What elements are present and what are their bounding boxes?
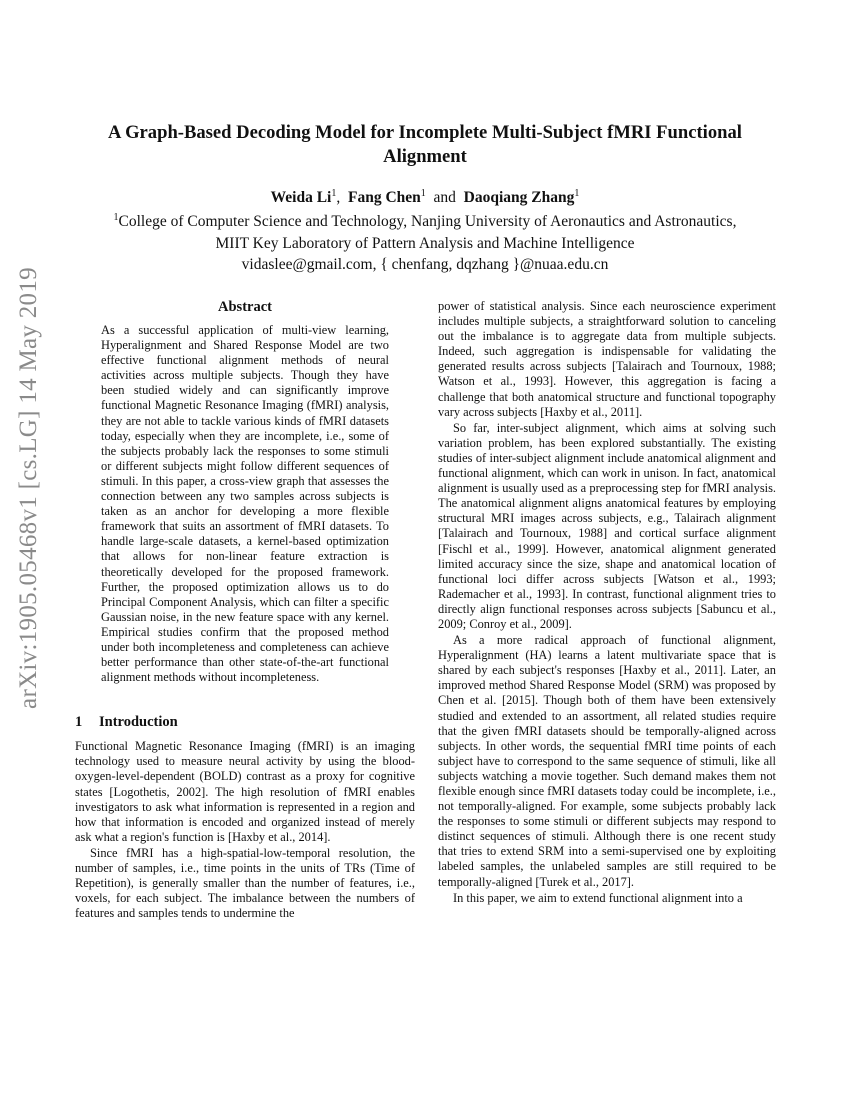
body-paragraph: In this paper, we aim to extend functional alignment into a bbox=[453, 890, 743, 905]
author-list bbox=[75, 183, 775, 209]
author-affil-mark: 1 bbox=[331, 188, 337, 199]
author-separator: , bbox=[336, 189, 348, 207]
section-number: 1 bbox=[75, 714, 83, 731]
affiliation-institution: College of Computer Science and Technology, Nanjing University of Aeronautics and Astronautics, bbox=[118, 213, 737, 231]
intro-paragraph: Functional Magnetic Resonance Imaging (fMRI) is an imaging technology used to measure neural activity by using the blood-oxygen-level-dependent (BOLD) contrast as a proxy for cognitive states [Logothetis, 2002]. The high resolution of fMRI enables investigators to ask what information is represented in a region and how that information is encoded and organized instead of merely ask what a region's function is [Haxby et al., 2014]. bbox=[75, 739, 415, 844]
right-column bbox=[438, 299, 776, 906]
affiliation-lab: MIIT Key Laboratory of Pattern Analysis and Machine Intelligence bbox=[215, 234, 635, 252]
body-paragraph: power of statistical analysis. Since each neuroscience experiment includes multiple subjects, a straightforward solution to canceling out the imbalance is to aggregate data from multiple subjects. Indeed, such aggregation is indispensable for validating the generated results across subjects [Talairach and Tournoux, 1988; Watson et al., 1993]. However, this aggregation is facing a challenge that both anatomical structure and functional topography vary across subjects [Haxby et al., 2011]. bbox=[438, 299, 776, 419]
arxiv-stamp bbox=[4, 267, 54, 709]
body-paragraph: As a more radical approach of functional alignment, Hyperalignment (HA) learns a latent multivariate space that is shared by each subject's responses [Haxby et al., 2011]. Later, an improved method Shared Response Model (SRM) was proposed by Chen et al. [2015]. Though both of them have been extensively studied and extended to an assortment, all related studies require that the given fMRI datasets should be temporally-aligned across subjects. In other words, the sequential fMRI time points of each subject have to correspond to the same sequence of stimuli, like all subjects watching a movie together. Such demand makes them not flexible enough since fMRI datasets today could be incomplete, i.e., not temporally-aligned. For example, some subjects probably lack the responses to some stimuli or different subjects may respond to distinct sequences of stimuli. Although there is one recent study that tries to extend SRM into a semi-supervised one by exploiting labeled samples, the unlabeled samples are still required to be temporally-aligned [Turek et al., 2017]. bbox=[438, 633, 776, 889]
affil-mark: 1 bbox=[113, 212, 119, 223]
author-affil-mark: 1 bbox=[420, 188, 426, 199]
affiliation-line bbox=[75, 207, 775, 233]
author-separator: and bbox=[425, 189, 464, 207]
author-name: Weida Li bbox=[270, 189, 332, 207]
affiliation bbox=[75, 207, 775, 276]
author-emails[interactable]: vidaslee@gmail.com, { chenfang, dqzhang }@nuaa.edu.cn bbox=[241, 256, 609, 274]
body-paragraph: So far, inter-subject alignment, which aims at solving such variation problem, has been explored substantially. The existing studies of inter-subject alignment include anatomical alignment and functional alignment, which can work in unison. In fact, anatomical alignment is usually used as a preprocessing step for fMRI analysis. The anatomical alignment aligns anatomical features by employing structural MRI images across subjects, e.g., Talairach alignment [Talairach and Tournoux, 1988] and cortical surface alignment [Fischl et al., 1999]. However, anatomical alignment generated limited accuracy since the size, shape and anatomical location of functional loci differ across subjects [Watson et al., 1993; Rademacher et al., 1993]. In contrast, functional alignment tries to directly align functional responses across subjects [Sabuncu et al., 2009; Conroy et al., 2009]. bbox=[438, 420, 776, 631]
author-name: Fang Chen bbox=[347, 189, 421, 207]
arxiv-id[interactable]: arXiv:1905.05468v1 [cs.LG] 14 May 2019 bbox=[15, 267, 42, 709]
intro-paragraph: Since fMRI has a high-spatial-low-temporal resolution, the number of samples, i.e., time points in the units of TRs (Time of Repetition), is generally smaller than the number of features, i.e., voxels, for each subject. The imbalance between the numbers of features and samples tends to undermine the bbox=[75, 845, 415, 921]
paper-title: A Graph-Based Decoding Model for Incomplete Multi-Subject fMRI Functional Alignment bbox=[108, 122, 742, 167]
section-title: Introduction bbox=[99, 714, 178, 731]
abstract-heading: Abstract bbox=[218, 299, 272, 315]
abstract-text: As a successful application of multi-view learning, Hyperalignment and Shared Response Model are two effective functional alignment methods of neural activities across multiple subjects. Though they have been studied widely and can significantly improve functional Magnetic Resonance Imaging (fMRI) analysis, they are not able to tackle various kinds of fMRI datasets today, especially when they are incomplete, i.e., some of the subjects probably lack the responses to some stimuli or different subjects might follow different sequences of stimuli. In this paper, a cross-view graph that assesses the connection between any two samples across subjects is taken as an anchor for developing a more flexible framework that suits an assortment of fMRI datasets. To handle large-scale datasets, a kernel-based optimization that allows for non-linear feature extraction is theoretically developed for the proposed framework. Further, the proposed optimization allows us to do Principal Component Analysis, which can filter a specific Gaussian noise, in the new feature space with any kernel. Empirical studies confirm that the proposed method under both incompleteness and completeness can achieve better performance than other state-of-the-art functional alignment methods without incompleteness. bbox=[101, 323, 389, 685]
section-heading-introduction bbox=[75, 713, 415, 731]
left-column bbox=[75, 298, 415, 921]
author-name: Daoqiang Zhang bbox=[463, 189, 575, 207]
author-affil-mark: 1 bbox=[574, 188, 580, 199]
